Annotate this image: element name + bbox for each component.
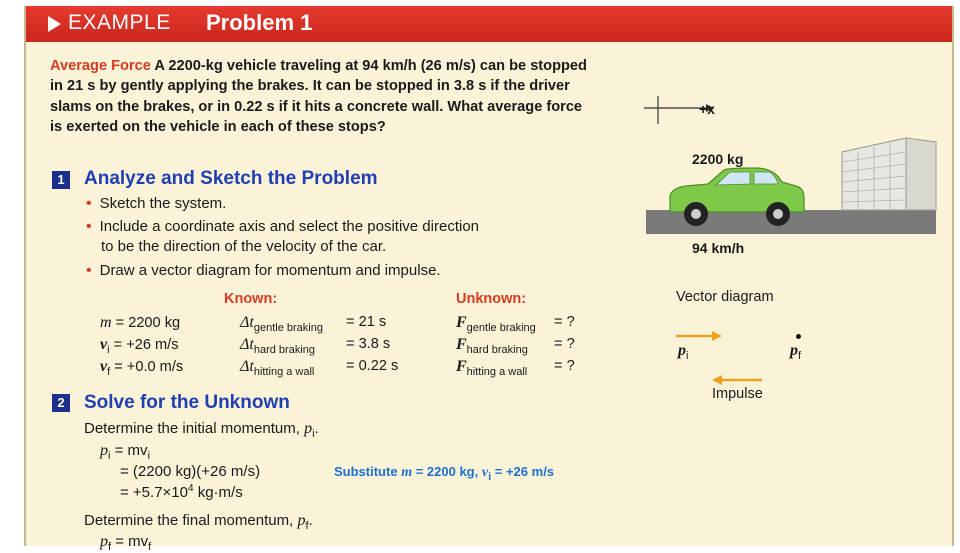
substitute-note: Substitute m = 2200 kg, $v_i = +26$ m/s (334, 464, 555, 483)
step-number-2: 2 (52, 394, 70, 412)
eq-result: = $+5.7\times 10^4$ kg·m/s (120, 483, 243, 501)
unknown-f-hard: $F_{hard braking}$ (456, 336, 528, 356)
known-vi: $v_i = +26$ m/s (100, 336, 179, 356)
banner-example-label: EXAMPLE (68, 11, 171, 34)
unknown-f-wall-val: = ? (554, 358, 575, 374)
known-vf: $v_f = +0.0$ m/s (100, 358, 184, 378)
known-dt-hard: $\Delta t_{hard braking}$ (240, 336, 315, 356)
play-triangle-icon (48, 16, 61, 32)
pi-label: $p_i$ (678, 342, 689, 362)
axis-label: +x (699, 101, 715, 117)
unknown-header: Unknown: (456, 291, 527, 307)
unknown-f-wall: $F_{hitting a wall}$ (456, 358, 528, 378)
eq-substitute: = (2200 kg)(+26 m/s) (120, 463, 261, 480)
bullet-2: • Include a coordinate axis and select the positive direction (86, 218, 480, 235)
bullet-1: • Sketch the system. (86, 195, 227, 212)
banner-problem-label: Problem 1 (206, 10, 313, 35)
unknown-f-hard-val: = ? (554, 336, 575, 352)
known-m: m = 2200 kg (100, 314, 181, 331)
textbook-page (24, 6, 954, 553)
car-wall-illustration (646, 132, 936, 234)
known-dt-wall: $\Delta t_{hitting a wall}$ (240, 358, 315, 378)
impulse-vector-arrow (712, 374, 762, 386)
bullet-3: • Draw a vector diagram for momentum and impulse. (86, 262, 441, 279)
bullet-2-cont: to be the direction of the velocity of the car. (101, 238, 387, 255)
known-header: Known: (224, 291, 278, 307)
speed-label: 94 km/h (692, 240, 745, 256)
pi-vector-arrow (676, 330, 722, 342)
eq-pf: $p_f = mv_f$ (100, 533, 152, 553)
eq-pi: $p_i = mv_i$ (100, 442, 151, 462)
step1-title: Analyze and Sketch the Problem (84, 168, 378, 189)
bullet-dot: • (86, 195, 92, 212)
unknown-f-gentle-val: = ? (554, 314, 575, 330)
problem-statement (50, 56, 590, 138)
known-dt-gentle-val: = 21 s (346, 314, 387, 330)
unknown-f-gentle: $F_{gentle braking}$ (456, 314, 536, 334)
final-momentum-line: Determine the final momentum, $p_f$. (84, 512, 313, 532)
known-dt-hard-val: = 3.8 s (346, 336, 391, 352)
mass-label: 2200 kg (692, 151, 744, 167)
step-number-1: 1 (52, 171, 70, 189)
brick-wall-icon (842, 138, 936, 210)
problem-text: A 2200-kg vehicle traveling at 94 km/h (26 m/s) can be stopped in 21 s by gently applying the brakes. It can be stopped in 3.8 s if the driver slams on the brakes, or in 0.22 s if it hits a concrete wall. What average force is exerted on the vehicle in each of these stops? (50, 58, 587, 136)
known-dt-gentle: $\Delta t_{gentle braking}$ (240, 314, 323, 334)
impulse-label: Impulse (712, 386, 763, 402)
example-banner (26, 6, 952, 42)
bullet-dot: • (86, 218, 92, 235)
pf-point (796, 334, 801, 339)
step2-title: Solve for the Unknown (84, 392, 290, 413)
vector-diagram-title: Vector diagram (676, 289, 774, 305)
initial-momentum-line: Determine the initial momentum, $p_i$. (84, 420, 319, 440)
problem-lead: Average Force (50, 58, 151, 74)
pf-label: $p_f$ (790, 342, 802, 362)
bullet-dot: • (86, 262, 92, 279)
known-dt-wall-val: = 0.22 s (346, 358, 399, 374)
